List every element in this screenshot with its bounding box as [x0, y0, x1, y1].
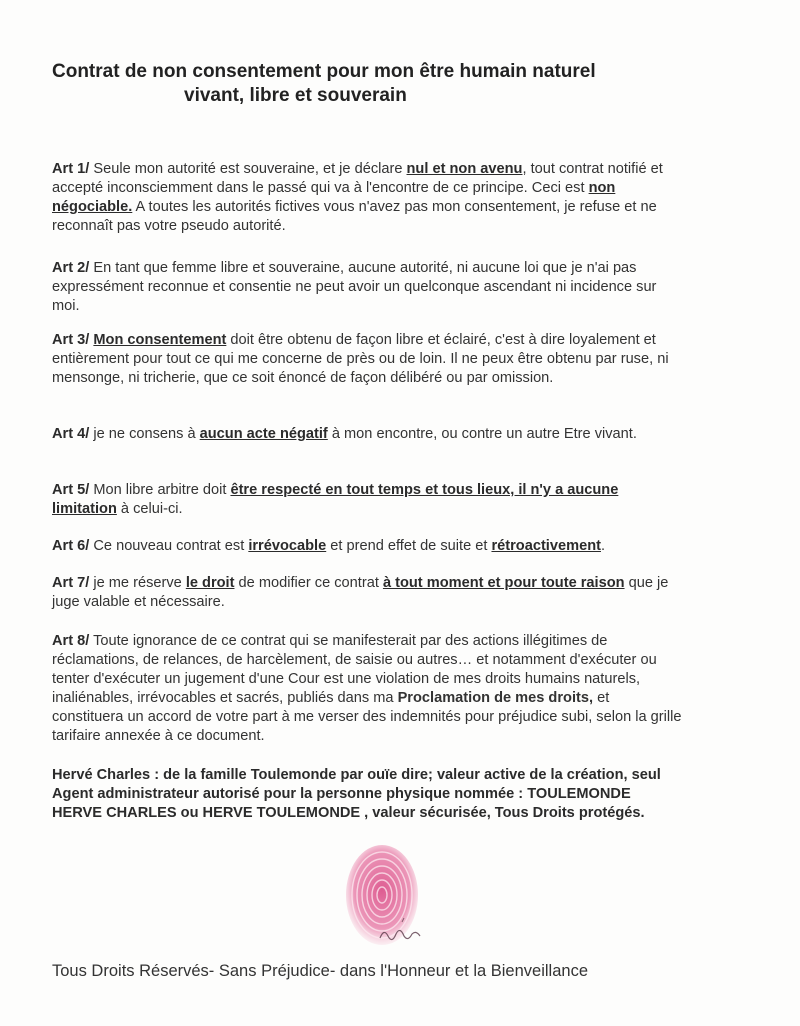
- article-3: Art 3/ Mon consentement doit être obtenu de façon libre et éclairé, c'est à dire loyalement et entièrement pour tout ce qui me concerne de près ou de loin. Il ne peux être obtenu par ruse, ni mensonge, ni tricherie, que ce soit énoncé de façon délibéré ou par omission.: [52, 332, 669, 386]
- article-8: Art 8/ Toute ignorance de ce contrat qui se manifesterait par des actions illégitimes de réclamations, de relances, de harcèlement, de saisie ou autres… et notamment d'exécuter ou tenter d'exécuter un jugement d'une Cour est une violation de mes droits humains naturels, inaliénables, irrévocables et sacrés, publiés dans ma Proclamation de mes droits, et constituera un accord de votre part à me verser des indemnités pour préjudice subi, selon la grille tarifaire annexée à ce document.: [52, 633, 682, 744]
- underlined-phrase: le droit: [185, 575, 235, 591]
- underlined-phrase: aucun acte négatif: [199, 426, 328, 442]
- article-7: Art 7/ je me réserve le droit de modifier ce contrat à tout moment et pour toute raison que je juge valable et nécessaire.: [52, 575, 669, 610]
- underlined-phrase: rétroactivement: [491, 538, 601, 554]
- article-4: Art 4/ je ne consens à aucun acte négatif à mon encontre, ou contre un autre Etre vivant.: [52, 426, 637, 442]
- article-number: Art 7/: [52, 575, 90, 591]
- underlined-phrase: à tout moment et pour toute raison: [382, 575, 625, 591]
- underlined-phrase: non négociable.: [52, 180, 616, 215]
- title-line-2: vivant, libre et souverain: [184, 85, 407, 106]
- bold-phrase: Proclamation de mes droits,: [397, 690, 594, 706]
- article-6: Art 6/ Ce nouveau contrat est irrévocable et prend effet de suite et rétroactivement.: [52, 538, 606, 554]
- underlined-phrase: Mon consentement: [93, 332, 227, 348]
- article-2: Art 2/ En tant que femme libre et souveraine, aucune autorité, ni aucune loi que je n'ai pas expressément reconnue et consentie ne peut avoir un quelconque ascendant ni incidence sur moi.: [52, 260, 657, 314]
- signatory-statement: Hervé Charles : de la famille Toulemonde par ouïe dire; valeur active de la création, seul Agent administrateur autorisé pour la personne physique nommée : TOULEMONDE HERVE CHARLES ou HERVE TOULEMONDE , valeur sécurisée, Tous Droits protégés.: [52, 767, 661, 821]
- article-5: Art 5/ Mon libre arbitre doit être respecté en tout temps et tous lieux, il n'y a aucune limitation à celui-ci.: [52, 482, 619, 517]
- underlined-phrase: nul et non avenu: [406, 161, 523, 177]
- article-number: Art 2/: [52, 260, 90, 276]
- title-line-1: Contrat de non consentement pour mon être humain naturel: [52, 61, 596, 82]
- article-number: Art 5/: [52, 482, 90, 498]
- article-number: Art 4/: [52, 426, 90, 442]
- article-number: Art 8/: [52, 633, 90, 649]
- document-title: [52, 60, 672, 108]
- article-number: Art 1/: [52, 161, 90, 177]
- article-1: Art 1/ Seule mon autorité est souveraine, et je déclare nul et non avenu, tout contrat notifié et accepté inconsciemment dans le passé qui va à l'encontre de ce principe. Ceci est non négociable. A toutes les autorités fictives vous n'avez pas mon consentement, je refuse et ne reconnaît pas votre pseudo autorité.: [52, 161, 663, 234]
- underlined-phrase: irrévocable: [248, 538, 327, 554]
- fingerprint-signature-image: [332, 840, 432, 960]
- article-number: Art 3/: [52, 332, 90, 348]
- article-number: Art 6/: [52, 538, 90, 554]
- footer-reservation: Tous Droits Réservés- Sans Préjudice- dans l'Honneur et la Bienveillance: [52, 962, 588, 980]
- underlined-phrase: être respecté en tout temps et tous lieux, il n'y a aucune limitation: [52, 482, 619, 517]
